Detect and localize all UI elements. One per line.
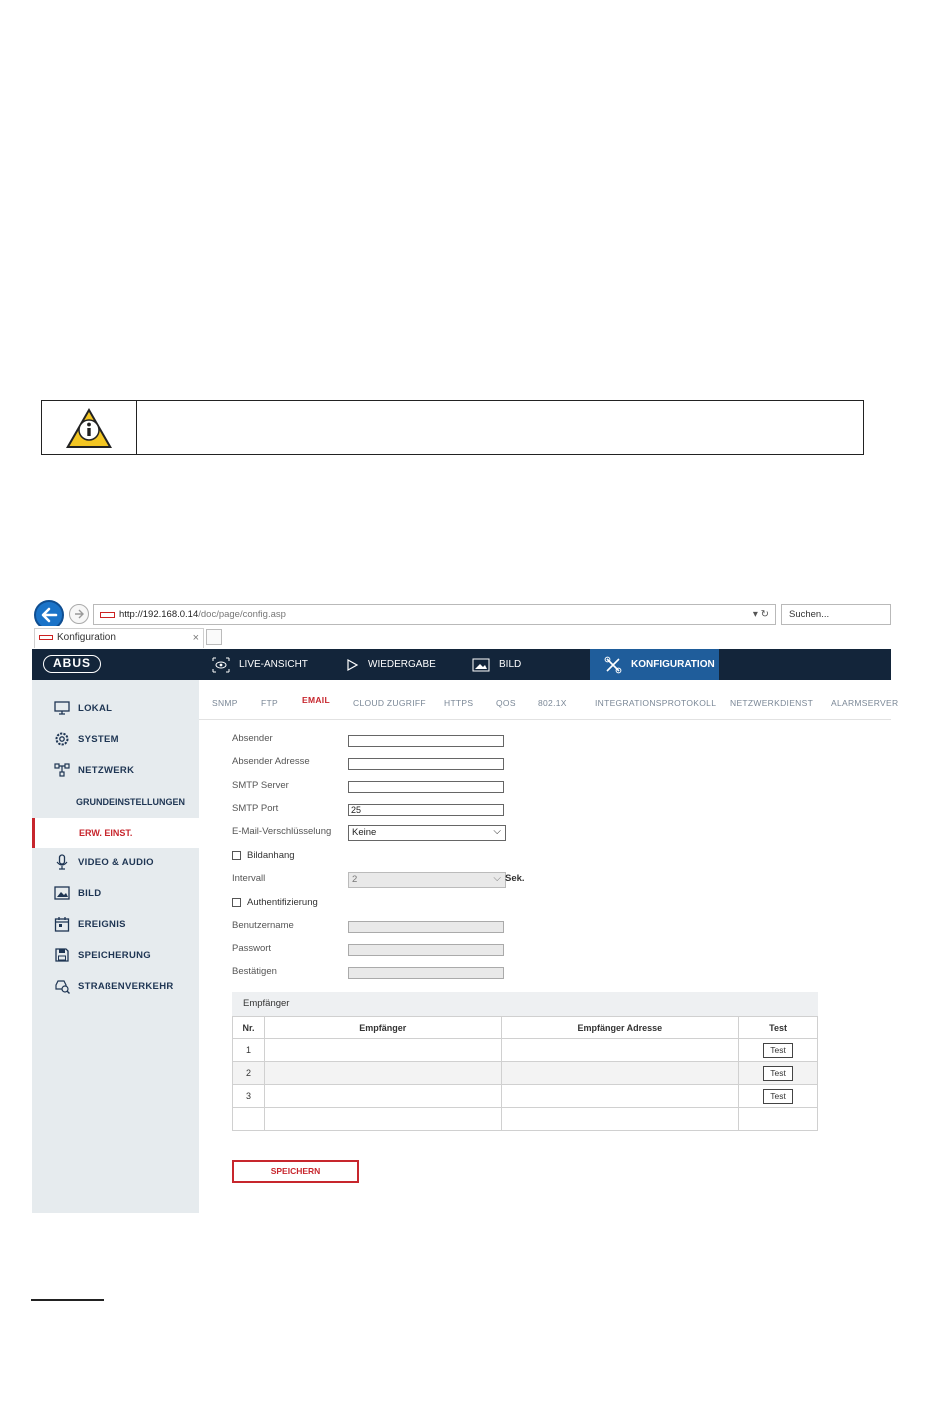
table-header-row xyxy=(233,1017,818,1039)
subtab-netzwerkdienst[interactable]: NETZWERKDIENST xyxy=(730,698,814,708)
subtab-integrationsprotokoll[interactable]: INTEGRATIONSPROTOKOLL xyxy=(595,698,717,708)
info-icon-cell xyxy=(42,401,137,454)
test-cell xyxy=(739,1039,818,1062)
absender-label: Absender xyxy=(232,733,273,744)
absender-adresse-label: Absender Adresse xyxy=(232,756,310,767)
sidebar-item-label: SPEICHERUNG xyxy=(78,949,151,961)
info-text-cell xyxy=(137,401,863,454)
smtp-server-input[interactable] xyxy=(348,781,504,793)
address-bar[interactable] xyxy=(93,604,776,625)
bildanhang-row[interactable] xyxy=(232,850,295,861)
sidebar-subitem-grundeinstellungen[interactable] xyxy=(32,787,199,817)
smtp-port-input[interactable]: 25 xyxy=(348,804,504,816)
subtab-8021x[interactable]: 802.1X xyxy=(538,698,567,708)
tools-icon xyxy=(604,656,622,674)
column-header-test: Test xyxy=(739,1017,818,1039)
calendar-icon xyxy=(54,916,70,932)
test-cell xyxy=(739,1062,818,1085)
abus-logo: ABUS xyxy=(43,655,101,673)
passwort-label: Passwort xyxy=(232,943,272,954)
absender-adresse-input[interactable] xyxy=(348,758,504,770)
row-number: 1 xyxy=(233,1039,265,1062)
smtp-server-label: SMTP Server xyxy=(232,780,289,791)
verschluesselung-value: Keine xyxy=(352,827,377,838)
sidebar-item-lokal[interactable] xyxy=(32,694,199,722)
intervall-label: Intervall xyxy=(232,873,266,884)
sidebar-item-label: SYSTEM xyxy=(78,733,119,745)
save-button[interactable]: SPEICHERN xyxy=(232,1160,359,1183)
monitor-icon xyxy=(54,700,70,716)
footer-rule xyxy=(31,1299,104,1301)
sidebar-item-label: BILD xyxy=(78,887,102,899)
nav-wiedergabe-label: WIEDERGABE xyxy=(368,659,436,670)
intervall-unit: Sek. xyxy=(505,873,525,884)
url-host: http://192.168.0.14 xyxy=(119,609,199,620)
benutzername-input[interactable] xyxy=(348,921,504,933)
benutzername-label: Benutzername xyxy=(232,920,294,931)
test-cell xyxy=(739,1085,818,1108)
car-search-icon xyxy=(54,978,70,994)
new-tab-button[interactable] xyxy=(206,629,222,645)
subtab-email[interactable]: EMAIL xyxy=(302,695,330,705)
eye-icon xyxy=(212,657,230,673)
bildanhang-checkbox[interactable] xyxy=(232,851,241,860)
column-header-adresse: Empfänger Adresse xyxy=(501,1017,739,1039)
bildanhang-label: Bildanhang xyxy=(247,850,295,861)
info-notice-box xyxy=(41,400,864,455)
image-icon xyxy=(54,885,70,901)
url-controls[interactable]: ▾ ↻ xyxy=(752,609,769,620)
save-icon xyxy=(54,947,70,963)
sidebar-item-video-audio[interactable] xyxy=(32,848,199,876)
tab-title: Konfiguration xyxy=(57,632,116,643)
recipient-name-cell[interactable] xyxy=(264,1062,501,1085)
test-button[interactable]: Test xyxy=(763,1066,793,1081)
tab-favicon-icon xyxy=(39,635,53,640)
sidebar-item-label: LOKAL xyxy=(78,702,113,714)
verschluesselung-select[interactable] xyxy=(348,825,506,841)
sidebar-item-label: VIDEO & AUDIO xyxy=(78,856,154,868)
recipient-name-cell[interactable] xyxy=(264,1085,501,1108)
absender-input[interactable] xyxy=(348,735,504,747)
intervall-select[interactable] xyxy=(348,872,506,888)
microphone-icon xyxy=(54,854,70,870)
table-row-empty xyxy=(233,1108,818,1131)
recipients-title: Empfänger xyxy=(232,992,818,1016)
table-row xyxy=(233,1062,818,1085)
authentifizierung-label: Authentifizierung xyxy=(247,897,318,908)
gear-icon xyxy=(54,731,70,747)
sidebar-item-label: NETZWERK xyxy=(78,764,135,776)
column-header-empfaenger: Empfänger xyxy=(264,1017,501,1039)
browser-search-input[interactable]: Suchen... xyxy=(781,604,891,625)
nav-live-ansicht[interactable] xyxy=(212,649,308,680)
image-icon xyxy=(472,658,490,672)
test-button[interactable]: Test xyxy=(763,1043,793,1058)
browser-tab-row xyxy=(32,626,891,649)
recipients-panel xyxy=(232,992,818,1132)
top-navigation xyxy=(32,649,891,680)
sidebar-item-netzwerk[interactable] xyxy=(32,756,199,784)
nav-wiedergabe[interactable] xyxy=(345,649,436,680)
recipient-address-cell[interactable] xyxy=(501,1062,739,1085)
sidebar-item-label: EREIGNIS xyxy=(78,918,126,930)
bestaetigen-input[interactable] xyxy=(348,967,504,979)
sidebar-item-strassenverkehr[interactable] xyxy=(32,972,199,1000)
table-row xyxy=(233,1039,818,1062)
sidebar-subitem-label: ERW. EINST. xyxy=(79,828,133,838)
sidebar-item-system[interactable] xyxy=(32,725,199,753)
table-row xyxy=(233,1085,818,1108)
warning-info-icon xyxy=(64,406,114,450)
site-icon xyxy=(100,612,115,618)
chevron-down-icon: ⌵ xyxy=(493,826,501,837)
nav-bild-label: BILD xyxy=(499,659,522,670)
subtab-snmp[interactable]: SNMP xyxy=(212,698,238,708)
authentifizierung-row[interactable] xyxy=(232,897,318,908)
verschluesselung-label: E-Mail-Verschlüsselung xyxy=(232,826,332,837)
recipients-table xyxy=(232,1016,818,1131)
column-header-nr: Nr. xyxy=(233,1017,265,1039)
sidebar-subitem-label: GRUNDEINSTELLUNGEN xyxy=(76,797,186,807)
forward-button[interactable] xyxy=(69,604,89,624)
recipient-address-cell[interactable] xyxy=(501,1085,739,1108)
browser-tab[interactable] xyxy=(34,628,204,648)
recipient-name-cell[interactable] xyxy=(264,1039,501,1062)
bestaetigen-label: Bestätigen xyxy=(232,966,277,977)
sidebar-subitem-erw-einst[interactable] xyxy=(32,818,199,848)
subtab-qos[interactable]: QOS xyxy=(496,698,516,708)
settings-subtabs xyxy=(199,680,899,720)
row-number: 3 xyxy=(233,1085,265,1108)
left-sidebar xyxy=(32,680,199,1213)
browser-address-row xyxy=(32,598,891,626)
play-icon xyxy=(345,658,359,672)
authentifizierung-checkbox[interactable] xyxy=(232,898,241,907)
arrow-right-icon xyxy=(73,608,85,620)
nav-konfiguration-label: KONFIGURATION xyxy=(631,659,715,670)
network-icon xyxy=(54,762,70,778)
test-button[interactable]: Test xyxy=(763,1089,793,1104)
arrow-left-icon xyxy=(40,606,58,624)
smtp-port-label: SMTP Port xyxy=(232,803,279,814)
config-screenshot xyxy=(32,598,899,1213)
chevron-down-icon: ⌵ xyxy=(493,873,501,884)
row-number: 2 xyxy=(233,1062,265,1085)
sidebar-item-label: STRAßENVERKEHR xyxy=(78,980,174,992)
passwort-input[interactable] xyxy=(348,944,504,956)
url-path: /doc/page/config.asp xyxy=(198,609,286,620)
subtab-cloud-zugriff[interactable]: CLOUD ZUGRIFF xyxy=(353,698,426,708)
nav-bild[interactable] xyxy=(472,649,521,680)
subtab-alarmserver[interactable]: ALARMSERVER xyxy=(831,698,899,708)
sidebar-item-ereignis[interactable] xyxy=(32,910,199,938)
subtab-ftp[interactable]: FTP xyxy=(261,698,278,708)
recipient-address-cell[interactable] xyxy=(501,1039,739,1062)
nav-konfiguration[interactable] xyxy=(590,649,719,680)
sidebar-item-bild[interactable] xyxy=(32,879,199,907)
tab-close-icon[interactable]: × xyxy=(192,632,199,644)
intervall-value: 2 xyxy=(352,874,358,885)
sidebar-item-speicherung[interactable] xyxy=(32,941,199,969)
nav-live-ansicht-label: LIVE-ANSICHT xyxy=(239,659,308,670)
subtab-https[interactable]: HTTPS xyxy=(444,698,474,708)
